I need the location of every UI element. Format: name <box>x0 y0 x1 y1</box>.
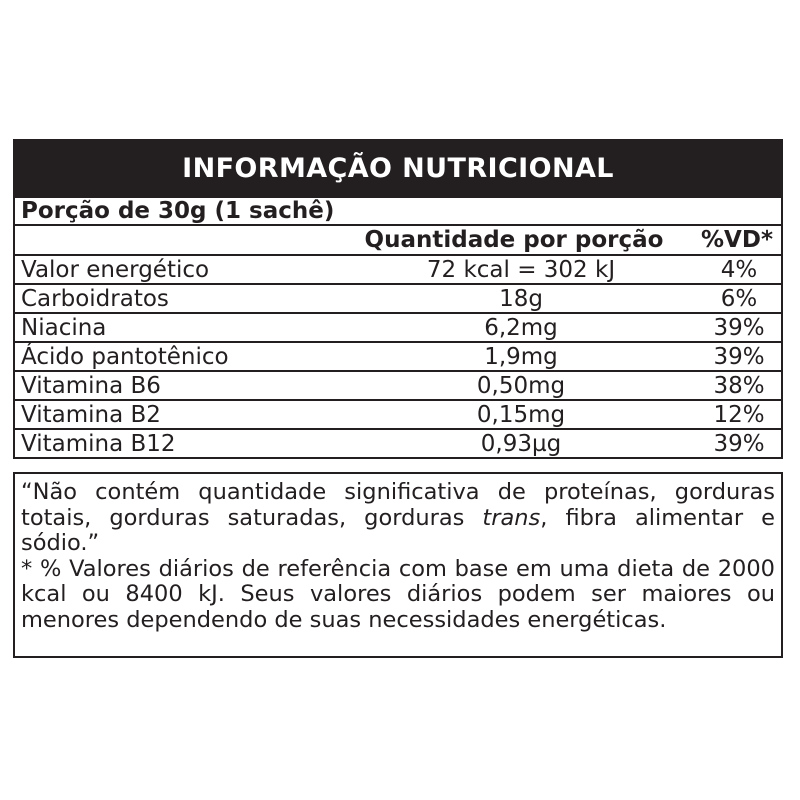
disclaimer-note <box>21 480 775 557</box>
nutrient-dv: 6% <box>720 286 758 312</box>
nutrient-quantity: 18g <box>499 286 543 312</box>
nutrient-quantity: 6,2mg <box>484 315 558 341</box>
nutrient-dv: 39% <box>713 431 765 457</box>
table-row <box>15 341 781 370</box>
trans-term: trans <box>482 504 541 531</box>
table-title: INFORMAÇÃO NUTRICIONAL <box>182 153 614 184</box>
disclaimer-text-end: , fibra alimentar e sódio.” <box>21 504 775 557</box>
nutrient-name: Niacina <box>21 315 107 341</box>
nutrient-name: Vitamina B12 <box>21 431 176 457</box>
nutrient-dv: 39% <box>713 315 765 341</box>
quantity-column-header: Quantidade por porção <box>364 227 664 253</box>
nutrient-quantity: 0,93µg <box>480 431 562 457</box>
disclaimer-text: “Não contém quantidade significativa de proteínas, gorduras totais, gorduras saturadas, gorduras <box>21 479 775 531</box>
table-row <box>15 428 781 457</box>
nutrient-name: Valor energético <box>21 257 210 283</box>
nutrition-facts-table <box>13 139 783 459</box>
nutrient-dv: 39% <box>713 344 765 370</box>
table-row <box>15 370 781 399</box>
dv-column-header: %VD* <box>701 227 773 253</box>
portion-row <box>15 196 781 224</box>
table-row <box>15 283 781 312</box>
notes-box <box>13 472 783 658</box>
nutrient-quantity: 72 kcal = 302 kJ <box>426 257 616 283</box>
table-row <box>15 254 781 283</box>
footnote-note: * % Valores diários de referência com base em uma dieta de 2000 kcal ou 8400 kJ. Seus valores diários podem ser maiores ou menores dependendo de suas necessidades energéticas. <box>21 555 775 633</box>
portion-label: Porção de 30g (1 sachê) <box>21 198 335 224</box>
table-title-bar <box>15 141 781 196</box>
nutrient-name: Vitamina B2 <box>21 402 161 428</box>
nutrient-quantity: 1,9mg <box>484 344 558 370</box>
nutrient-name: Carboidratos <box>21 286 169 312</box>
table-row <box>15 399 781 428</box>
nutrient-dv: 4% <box>720 257 758 283</box>
nutrient-name: Vitamina B6 <box>21 373 161 399</box>
nutrient-quantity: 0,50mg <box>476 373 566 399</box>
table-row <box>15 312 781 341</box>
nutrient-quantity: 0,15mg <box>476 402 566 428</box>
nutrient-dv: 38% <box>713 373 765 399</box>
nutrient-dv: 12% <box>713 402 765 428</box>
column-header-row <box>15 224 781 254</box>
nutrient-name: Ácido pantotênico <box>21 344 229 370</box>
